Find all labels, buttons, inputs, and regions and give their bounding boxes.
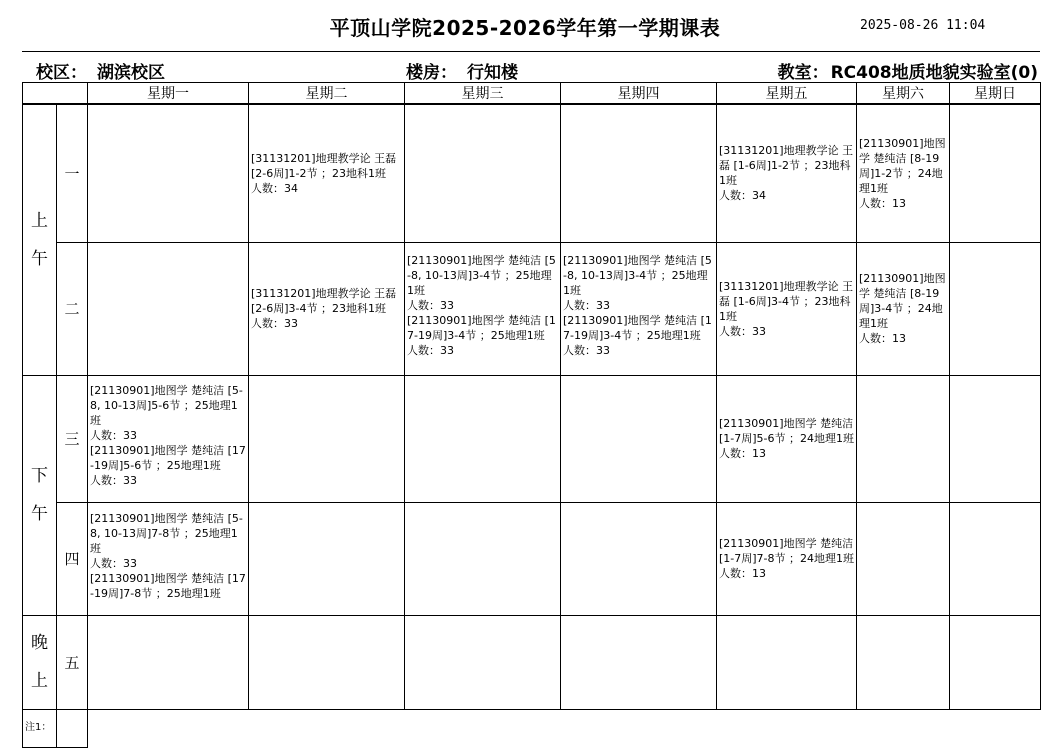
section-label: 一 bbox=[57, 104, 88, 242]
campus-info bbox=[36, 58, 165, 83]
page-title: 平顶山学院2025-2026学年第一学期课表 bbox=[329, 16, 721, 40]
section-label: 三 bbox=[57, 375, 88, 502]
course-cell: [31131201]地理教学论 王磊 [1-6周]1-2节 ；23地科1班 人数：34 bbox=[717, 104, 857, 242]
schedule-row bbox=[23, 242, 1041, 375]
course-cell: [21130901]地图学 楚纯洁 [8-19周]3-4节 ；24地理1班 人数：13 bbox=[857, 242, 950, 375]
course-cell: [21130901]地图学 楚纯洁 [5-8, 10-13周]5-6节 ；25地理1班 人数：33 [21130901]地图学 楚纯洁 [17-19周]5-6节 ；25地理1班 人数：33 bbox=[88, 375, 249, 502]
building-info bbox=[406, 58, 518, 83]
section-label: 二 bbox=[57, 242, 88, 375]
day-header: 星期五 bbox=[717, 83, 857, 105]
course-cell bbox=[405, 502, 561, 615]
note-label: 注1： bbox=[23, 709, 57, 747]
day-header: 星期日 bbox=[950, 83, 1041, 105]
course-cell bbox=[88, 104, 249, 242]
course-cell: [21130901]地图学 楚纯洁 [8-19周]1-2节 ；24地理1班 人数：13 bbox=[857, 104, 950, 242]
course-cell bbox=[950, 375, 1041, 502]
day-header: 星期三 bbox=[405, 83, 561, 105]
course-cell: [31131201]地理教学论 王磊 [1-6周]3-4节 ；23地科1班 人数：33 bbox=[717, 242, 857, 375]
schedule-row bbox=[23, 104, 1041, 242]
course-cell bbox=[561, 375, 717, 502]
day-header-row bbox=[23, 83, 1041, 105]
course-cell bbox=[88, 615, 249, 709]
day-header: 星期四 bbox=[561, 83, 717, 105]
course-cell bbox=[857, 375, 950, 502]
period-afternoon: 下 午 bbox=[23, 375, 57, 615]
day-header: 星期六 bbox=[857, 83, 950, 105]
day-header: 星期一 bbox=[88, 83, 249, 105]
note-row bbox=[23, 709, 1041, 747]
course-cell bbox=[249, 375, 405, 502]
course-cell: [21130901]地图学 楚纯洁 [5-8, 10-13周]3-4节 ；25地理1班 人数：33 [21130901]地图学 楚纯洁 [17-19周]3-4节 ；25地理1班 人数：33 bbox=[405, 242, 561, 375]
course-cell: [21130901]地图学 楚纯洁 [5-8, 10-13周]3-4节 ；25地理1班 人数：33 [21130901]地图学 楚纯洁 [17-19周]3-4节 ；25地理1班 人数：33 bbox=[561, 242, 717, 375]
course-cell bbox=[857, 615, 950, 709]
course-cell bbox=[249, 502, 405, 615]
course-cell bbox=[405, 104, 561, 242]
period-evening: 晚 上 bbox=[23, 615, 57, 709]
campus-label: 校区： bbox=[36, 63, 87, 83]
course-cell bbox=[88, 242, 249, 375]
course-cell: [31131201]地理教学论 王磊 [2-6周]3-4节 ；23地科1班 人数：33 bbox=[249, 242, 405, 375]
note-spacer bbox=[57, 709, 88, 747]
course-cell: [21130901]地图学 楚纯洁 [1-7周]7-8节 ；24地理1班 人数：13 bbox=[717, 502, 857, 615]
schedule-row bbox=[23, 502, 1041, 615]
room-label: 教室： bbox=[777, 63, 829, 83]
timetable bbox=[22, 82, 1041, 748]
corner-cell bbox=[23, 83, 88, 105]
course-cell bbox=[405, 615, 561, 709]
course-cell: [21130901]地图学 楚纯洁 [5-8, 10-13周]7-8节 ；25地理1班 人数：33 [21130901]地图学 楚纯洁 [17-19周]7-8节 ；25地理1班 bbox=[88, 502, 249, 615]
section-label: 四 bbox=[57, 502, 88, 615]
schedule-row bbox=[23, 375, 1041, 502]
course-cell bbox=[561, 615, 717, 709]
course-cell bbox=[950, 242, 1041, 375]
course-cell bbox=[561, 502, 717, 615]
course-cell bbox=[717, 615, 857, 709]
room-info bbox=[778, 58, 1038, 83]
course-cell bbox=[857, 502, 950, 615]
building-label: 楼房： bbox=[406, 63, 457, 83]
schedule-row bbox=[23, 615, 1041, 709]
course-cell bbox=[561, 104, 717, 242]
course-cell bbox=[950, 502, 1041, 615]
print-timestamp: 2025-08-26 11:04 bbox=[860, 18, 986, 33]
room-value: RC408地质地貌实验室(0) bbox=[830, 63, 1038, 83]
course-cell bbox=[405, 375, 561, 502]
period-morning: 上 午 bbox=[23, 104, 57, 375]
day-header: 星期二 bbox=[249, 83, 405, 105]
course-cell: [31131201]地理教学论 王磊 [2-6周]1-2节 ；23地科1班 人数：34 bbox=[249, 104, 405, 242]
campus-value: 湖滨校区 bbox=[97, 63, 165, 83]
note-content bbox=[88, 709, 1041, 747]
course-cell bbox=[950, 104, 1041, 242]
building-value: 行知楼 bbox=[467, 63, 518, 83]
course-cell bbox=[950, 615, 1041, 709]
course-cell: [21130901]地图学 楚纯洁 [1-7周]5-6节 ；24地理1班 人数：13 bbox=[717, 375, 857, 502]
section-label: 五 bbox=[57, 615, 88, 709]
header-divider bbox=[22, 51, 1040, 52]
course-cell bbox=[249, 615, 405, 709]
